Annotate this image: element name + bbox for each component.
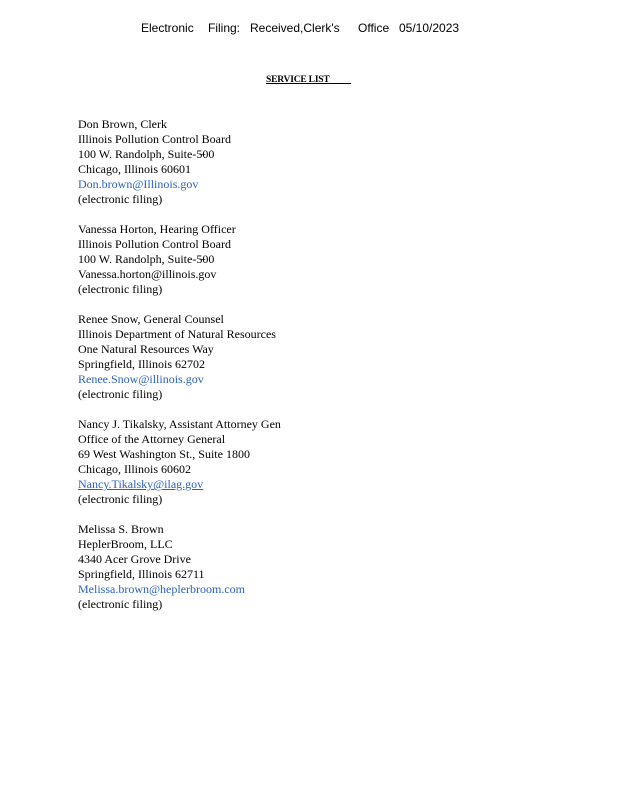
entry-name: Melissa S. Brown	[78, 522, 164, 536]
entry-organization: HeplerBroom, LLC	[78, 537, 173, 551]
entry-address: 69 West Washington St., Suite 1800	[78, 447, 250, 461]
header-segment: Electronic	[141, 21, 194, 35]
entry-filing-note: (electronic filing)	[78, 597, 163, 611]
entry-name: Nancy J. Tikalsky, Assistant Attorney Gen	[78, 417, 281, 431]
service-entry	[78, 522, 578, 612]
entry-email-link[interactable]: Melissa.brown@heplerbroom.com	[78, 582, 246, 596]
filing-date: 05/10/2023	[399, 21, 460, 35]
entry-organization: Office of the Attorney General	[78, 432, 226, 446]
service-entry	[78, 222, 578, 297]
filing-stamp-header	[0, 20, 618, 36]
entry-email-link[interactable]: Nancy.Tikalsky@ilag.gov	[78, 477, 204, 491]
entry-email-text: Vanessa.horton@illinois.gov	[78, 267, 217, 281]
service-list	[78, 117, 578, 627]
entry-address: 100 W. Randolph, Suite-5̶00	[78, 252, 215, 266]
entry-email-link[interactable]: Don.brown@Illinois.gov	[78, 177, 199, 191]
entry-city: Springfield, Illinois 62702	[78, 357, 205, 371]
entry-name: Don Brown, Clerk	[78, 117, 167, 131]
service-entry	[78, 117, 578, 207]
entry-name: Vanessa Horton, Hearing Officer	[78, 222, 236, 236]
header-segment: Office	[358, 21, 390, 35]
entry-city: Chicago, Illinois 60602	[78, 462, 191, 476]
entry-address: One Natural Resources Way	[78, 342, 214, 356]
entry-filing-note: (electronic filing)	[78, 387, 163, 401]
service-entry	[78, 312, 578, 402]
entry-filing-note: (electronic filing)	[78, 282, 163, 296]
entry-filing-note: (electronic filing)	[78, 492, 163, 506]
entry-name: Renee Snow, General Counsel	[78, 312, 224, 326]
entry-organization: Illinois Department of Natural Resources	[78, 327, 276, 341]
page-title	[266, 74, 351, 86]
entry-organization: Illinois Pollution Control Board	[78, 132, 232, 146]
service-entry	[78, 417, 578, 507]
entry-email-link[interactable]: Renee.Snow@illinois.gov	[78, 372, 204, 386]
entry-address: 100 W. Randolph, Suite-5̶00	[78, 147, 215, 161]
entry-city: Springfield, Illinois 62711	[78, 567, 205, 581]
header-segment: Received,Clerk's	[250, 21, 340, 35]
header-segment: Filing:	[208, 21, 241, 35]
entry-filing-note: (electronic filing)	[78, 192, 163, 206]
page-title-text: SERVICE LIST	[266, 75, 330, 85]
entry-organization: Illinois Pollution Control Board	[78, 237, 232, 251]
entry-address: 4340 Acer Grove Drive	[78, 552, 191, 566]
entry-city: Chicago, Illinois 60601	[78, 162, 191, 176]
